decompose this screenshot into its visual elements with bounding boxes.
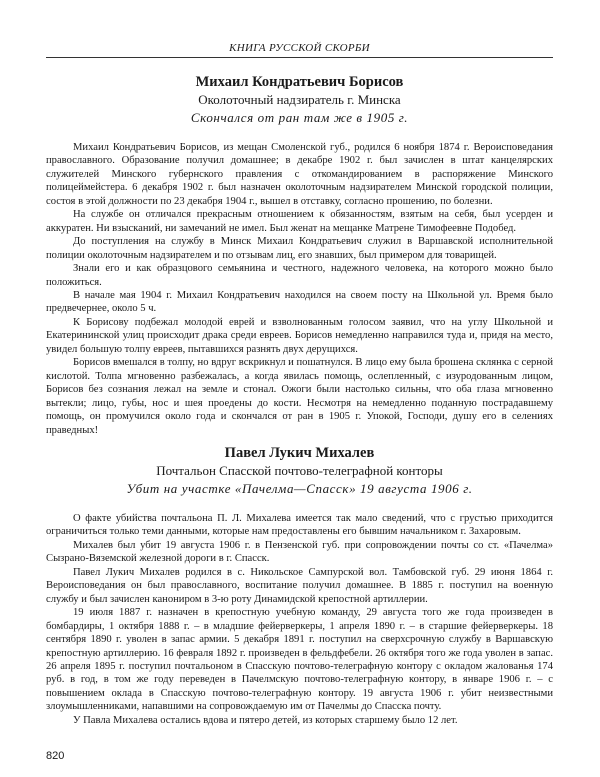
paragraph: О факте убийства почтальона П. Л. Михалева имеется так мало сведений, что с грустью приходится ограничиться только теми данными, которые нам предоставлены его бывшим начальником г. Захаровым.	[46, 513, 553, 538]
entry-position: Почтальон Спасской почтово-телеграфной конторы	[156, 463, 443, 478]
paragraph: 19 июля 1887 г. назначен в крепостную учебную команду, 29 августа того же года произведен в бомбардиры, 1 октября 1888 г. – в младшие фейерверкеры, 1 апреля 1890 г. – в старшие фейерверкеры. 18 сентября 1890 г. уволен в запас армии. 5 декабря 1891 г. поступил на сверхсрочную службу в Варшавскую крепостную артиллерию. 16 февраля 1892 г. произведен в фельдфебели. 26 октября того же года уволен в запас. 26 апреля 1895 г. поступил почтальоном в Спасскую почтово-телеграфную контору с окладом жалованья 174 руб. в год, в том же году переведен в Пачелмскую почтово-телеграфную контору, в январе 1906 г. – с повышением оклада в Спасскую почтово-телеграфную контору. 19 августа 1906 г. убит неизвестными злоумышленниками, напавшими на сопровождаемую им от Пачелмы до Спасска почту.	[46, 607, 553, 713]
paragraph: К Борисову подбежал молодой еврей и взволнованным голосом заявил, что на углу Школьной и Екатерининской улиц происходит драка среди евреев. Борисов немедленно направился туда и, придя на место, увидел большую толпу евреев, пытавшихся разнять двух дерущихся.	[46, 316, 553, 355]
entry-mikhalev	[46, 444, 553, 727]
entry-fate: Убит на участке «Пачелма—Спасск» 19 августа 1906 г.	[126, 481, 473, 496]
paragraph: На службе он отличался прекрасным отношением к обязанностям, взятым на себя, был усерден и аккуратен. Ни взысканий, ни замечаний не имел. Был женат на мещанке Матрене Тимофеевне Подобед.	[46, 209, 553, 234]
entry-text	[46, 141, 553, 437]
entry-borisov	[46, 73, 553, 437]
entry-fate: Скончался от ран там же в 1905 г.	[190, 110, 409, 125]
entry-text	[46, 512, 553, 727]
paragraph: Борисов вмешался в толпу, но вдруг вскрикнул и пошатнулся. В лицо ему была брошена склянка с серной кислотой. Толпа мгновенно разбежалась, а когда явилась помощь, ослепленный, с изуродованным лицом, Борисов без сознания лежал на земле и стонал. Ожоги были настолько сильны, что оба глаза мгновенно вытекли; лицо, губы, нос и шея проедены до кости. Несмотря на немедленно поданную пострадавшему помощь, он промучился около года и скончался от ран в 1905 г. Упокой, Господи, душу его в селениях праведных!	[46, 357, 553, 436]
paragraph: До поступления на службу в Минск Михаил Кондратьевич служил в Варшавской исполнительной полиции околоточным надзирателем и по отзывам лиц, его знавших, был примером для товарищей.	[46, 236, 553, 261]
entry-name: Михаил Кондратьевич Борисов	[195, 74, 404, 90]
entry-name: Павел Лукич Михалев	[224, 445, 375, 461]
paragraph: Знали его и как образцового семьянина и честного, надежного человека, на которого можно было положиться.	[46, 263, 553, 288]
running-header: КНИГА РУССКОЙ СКОРБИ	[229, 42, 370, 54]
paragraph: Михаил Кондратьевич Борисов, из мещан Смоленской губ., родился 6 ноября 1874 г. Вероисповедания православного. Образование получил домашнее; в декабре 1902 г. был зачислен в штат канцелярских служителей Минского губернского правления с откомандированием в распоряжение Минского полицеймейстера. 6 декабря 1902 г. был назначен околоточным надзирателем Минской городской полиции, состоя в этой должности по 23 декабря 1904 г., вышел в отставку, согласно прошению, по болезни.	[46, 142, 553, 207]
header-rule	[46, 57, 553, 58]
entry-position: Околоточный надзиратель г. Минска	[198, 92, 401, 107]
paragraph: Павел Лукич Михалев родился в с. Никольское Сампурской вол. Тамбовской губ. 29 июня 1864 г. Вероисповедания он был православного, воспитание получил домашнее. В 1885 г. поступил на военную службу и был зачислен канониром в 3-ю роту Динамидской крепостной артиллерии.	[46, 566, 553, 605]
paragraph: В начале мая 1904 г. Михаил Кондратьевич находился на своем посту на Школьной ул. Время было предвечернее, около 5 ч.	[46, 289, 553, 315]
paragraph: Михалев был убит 19 августа 1906 г. в Пензенской губ. при сопровождении почты со ст. «Пачелма» Сызрано-Вяземской железной дороги в г. Спасск.	[46, 539, 553, 565]
paragraph: У Павла Михалева остались вдова и пятеро детей, из которых старшему было 12 лет.	[73, 714, 458, 726]
page-number: 820	[46, 750, 65, 762]
